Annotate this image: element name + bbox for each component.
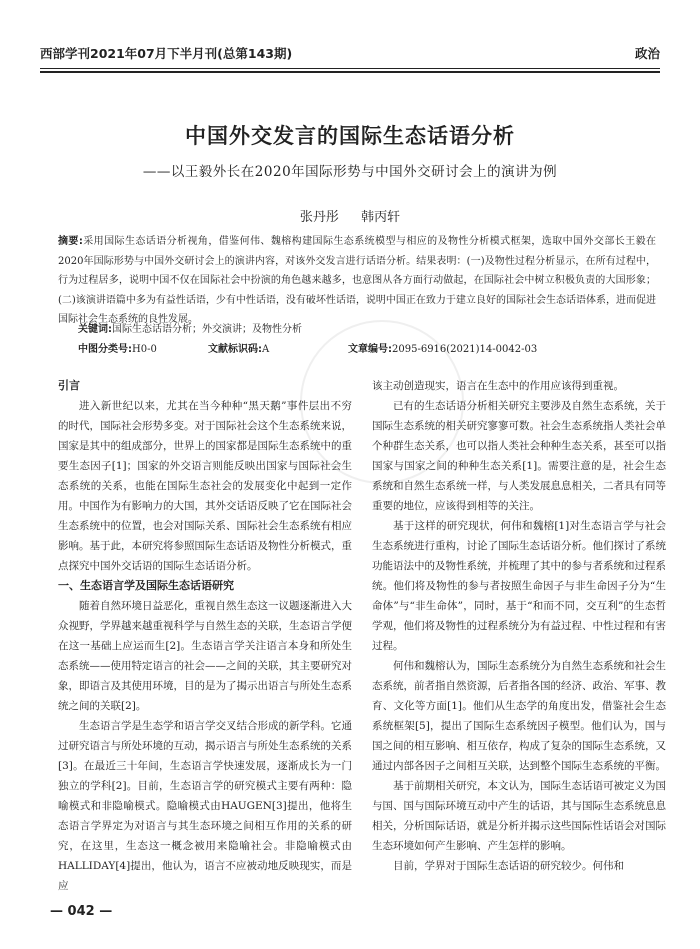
section-heading: 一、生态语言学及国际生态话语研究 bbox=[58, 579, 234, 592]
body-paragraph: 目前，学界对于国际生态话语的研究较少。何伟和 bbox=[393, 860, 624, 872]
keywords bbox=[78, 320, 656, 340]
clc-value: H0-0 bbox=[132, 344, 157, 355]
abstract-label: 摘要: bbox=[58, 236, 83, 247]
section-name: 政治 bbox=[634, 46, 660, 61]
running-header bbox=[40, 44, 660, 66]
header-rule bbox=[40, 68, 660, 69]
article-number bbox=[348, 340, 537, 360]
body-paragraph: 生态语言学是生态学和语言学交叉结合形成的新学科。它通过研究语言与所处环境的互动，揭示语言与所处生态系统的关系[3]。在最近三十年间，生态语言学快速发展，逐渐成长为一门独立的学科[2]。目前，生态语言学的研究模式主要有两种：隐喻模式和非隐喻模式。隐喻模式由HAUGEN[3]提出，他将生态语言学界定为对语言与其生态环境之间相互作用的关系的研究，在这里，生态这一概念被用来隐喻社会。非隐喻模式由HALLIDAY[4]提出，他认为，语言不应被动地反映现实，而是应 bbox=[58, 720, 352, 892]
body-paragraph: 该主动创造现实，语言在生态中的作用应该得到重视。 bbox=[372, 380, 624, 392]
author-name: 张丹彤 bbox=[299, 210, 339, 225]
abstract bbox=[58, 232, 656, 330]
body-paragraph: 基于前期相关研究，本文认为，国际生态话语可被定义为国与国、国与国际环境互动中产生的话语，其与国际生态系统息息相关，分析国际话语，就是分析并揭示这些国际性话语会对国际生态环境如何产生影响、产生怎样的影响。 bbox=[372, 780, 666, 852]
clc-label: 中图分类号: bbox=[78, 344, 132, 355]
authors bbox=[40, 206, 660, 225]
header-rule-thick bbox=[40, 71, 660, 73]
body-paragraph: 何伟和魏榕认为，国际生态系统分为自然生态系统和社会生态系统，前者指自然资源，后者指各国的经济、政治、军事、教育、文化等方面[1]。他们从生态学的角度出发，借鉴社会生态系统框架[5]，提出了国际生态系统因子模型。他们认为，国与国之间的相互影响、相互依存，构成了复杂的国际生态系统，又通过内部各因子之间相互关联，达到整个国际生态系统的平衡。 bbox=[372, 660, 666, 772]
intro-paragraph: 进入新世纪以来，尤其在当今种种“黑天鹅”事件层出不穷的时代，国际社会形势多变。对于国际社会这个生态系统来说，国家是其中的组成部分，世界上的国家都是国际生态系统中的重要生态因子[1]；国家的外交语言则能反映出国家与国际社会生态系统的关系，也能在国际生态社会的发展变化中起到一定作用。中国作为有影响力的大国，其外交话语反映了它在国际社会生态系统中的位置，也会对国际关系、国际社会生态系统有相应影响。基于此，本研究将参照国际生态话语及物性分析模式，重点探究中国外交话语的国际生态话语分析。 bbox=[58, 400, 352, 572]
article-number-value: 2095-6916(2021)14-0042-03 bbox=[392, 344, 538, 355]
right-column bbox=[372, 376, 666, 876]
body-paragraph: 基于这样的研究现状，何伟和魏榕[1]对生态语言学与社会生态系统进行重构，讨论了国际生态话语分析。他们探讨了系统功能语法中的及物性系统，并梳理了其中的参与者系统和过程系统。他们将及物性的参与者按照生命因子与非生命因子分为“生命体”与“非生命体”，同时，基于“和而不同，交互利”的生态哲学观，他们将及物性的过程系统分为有益过程、中性过程和有害过程。 bbox=[372, 520, 666, 652]
body-paragraph: 已有的生态话语分析相关研究主要涉及自然生态系统，关于国际生态系统的相关研究寥寥可数。社会生态系统指人类社会单个种群生态关系，也可以指人类社会种种生态关系，甚至可以指国家与国家之间的种种生态关系[1]。需要注意的是，社会生态系统和自然生态系统一样，与人类发展息息相关，二者具有同等重要的地位，应该得到相等的关注。 bbox=[372, 400, 666, 512]
article-subtitle: ——以王毅外长在2020年国际形势与中国外交研讨会上的演讲为例 bbox=[142, 164, 558, 180]
keywords-text: 国际生态话语分析；外交演讲；及物性分析 bbox=[112, 324, 302, 335]
intro-heading: 引言 bbox=[58, 379, 80, 392]
keywords-label: 关键词: bbox=[78, 324, 112, 335]
doc-code bbox=[208, 340, 269, 360]
page-number: — 042 — bbox=[50, 904, 113, 919]
body-paragraph: 随着自然环境日益恶化，重视自然生态这一议题逐渐进入大众视野，学界越来越重视科学与自然生态的关联，生态语言学便在这一基础上应运而生[2]。生态语言学关注语言本身和所处生态系统——使用特定语言的社会——之间的关联，其主要研究对象，即语言及其使用环境，目的是为了揭示出语言与所处生态系统之间的关联[2]。 bbox=[58, 600, 352, 712]
article-number-label: 文章编号: bbox=[348, 344, 392, 355]
clc-number bbox=[78, 340, 157, 360]
author-name: 韩丙轩 bbox=[361, 210, 401, 225]
doc-value: A bbox=[262, 344, 270, 355]
article-title: 中国外交发言的国际生态话语分析 bbox=[185, 124, 515, 148]
abstract-text: 采用国际生态话语分析视角，借鉴何伟、魏榕构建国际生态系统模型与相应的及物性分析模式框架，选取中国外交部长王毅在2020年国际形势与中国外交研讨会上的演讲内容，对该外交发言进行话语分析。结果表明：(一)及物性过程分析显示，在所有过程中，行为过程居多，说明中国不仅在国际社会中扮演的角色越来越多，也意图从各方面行动做起，在国际社会中树立积极负责的大国形象；(二)该演讲语篇中多为有益性话语，少有中性话语，没有破坏性话语，说明中国正在致力于建立良好的国际社会生态话语体系，进而促进国际社会生态系统的良性发展。 bbox=[58, 236, 657, 325]
doc-label: 文献标识码: bbox=[208, 344, 262, 355]
journal-issue: 西部学刊2021年07月下半月刊(总第143期) bbox=[40, 46, 293, 61]
left-column bbox=[58, 376, 352, 896]
